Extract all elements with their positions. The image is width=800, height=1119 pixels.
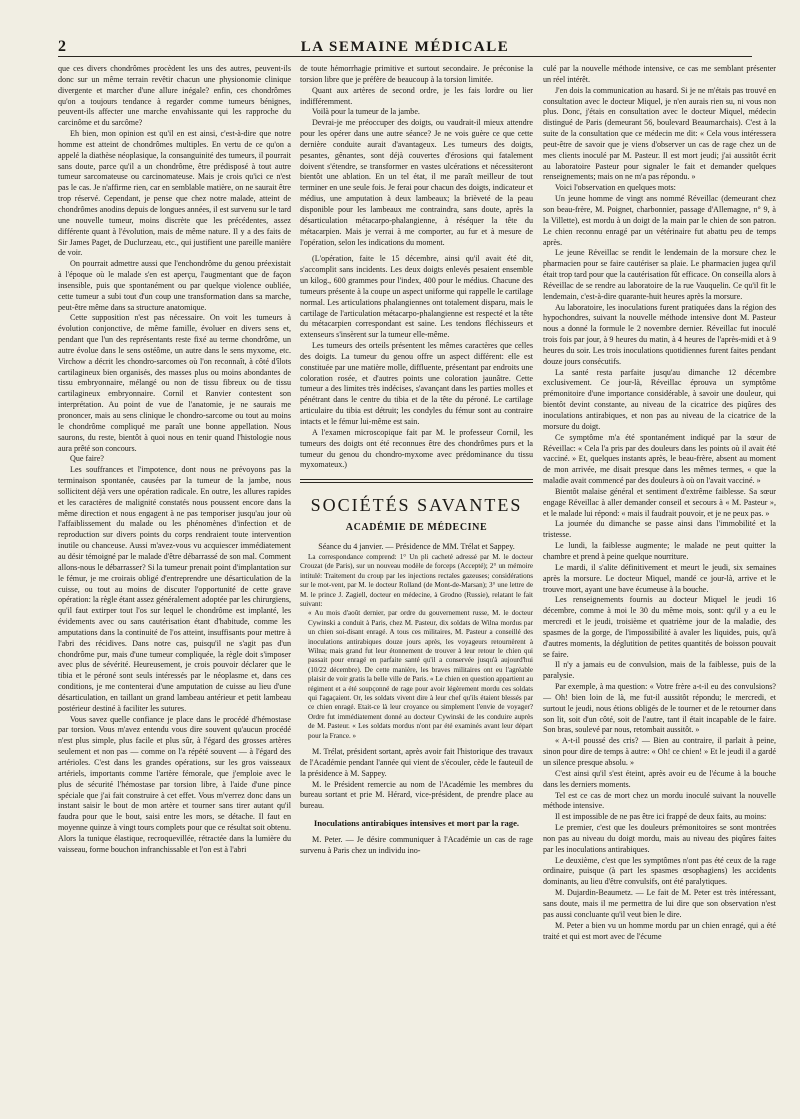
- paragraph: Le lundi, la faiblesse augmente; le malade ne peut quitter la chambre et prend à peine quelque nourriture.: [543, 541, 776, 561]
- paragraph: Quant aux artères de second ordre, je les fais lordre ou lier indifféremment.: [300, 85, 533, 106]
- paragraph: A l'examen microscopique fait par M. le professeur Cornil, les tumeurs des doigts ont été reconnues être des chondrômes purs et la tumeur du genou du chondro-myxome avec prédominance du tissu myxomateux.): [300, 427, 533, 470]
- paragraph: Voilà pour la tumeur de la jambe.: [312, 107, 420, 117]
- paragraph: Le mardi, il s'alite définitivement et meurt le jeudi, six semaines après la morsure. Le docteur Miquel, mandé ce jour-là, arrive et le trouve mort, ayant une bave écumeuse à la bouche.: [543, 562, 776, 594]
- paragraph: Les tumeurs des orteils présentent les mêmes caractères que celles des doigts. La tumeur du genou offre un aspect différent: elle est constituée par une matière molle, diffluente, présentant par endroits une coloration rosée, et d'autres points une coloration jaunâtre. Cette tumeur a des limites très indécises, s'avançant dans les parties molles et pénétrant dans le centre du tibia et de la tête du péroné. Le cartilage articulaire du tibia est détruit; les condyles du fémur sont au contraire intacts et le fémur lui-même est sain.: [300, 341, 533, 426]
- paragraph: Eh bien, mon opinion est qu'il en est ainsi, c'est-à-dire que notre homme est atteint de chondrômes multiples. En vertu de ce qu'on a appelé la diathèse néoplasique, la consanguinité des tumeurs, il pourrait sans doute, parce qu'il a un chondrôme, être prédisposé à tout autre tumeur sarcomateuse ou carcinomateuse. Mais je crois qu'ici ce n'est pas le cas. Je n'affirme rien, car en semblable matière, on ne saurait être trop réservé. Cependant, je pense que chez notre malade, atteint de chondrômes anodins depuis de longues années, il est survenu sur le tard une nouvelle tumeur, moins discrète que les précédentes, assez différente quant à l'évolution, mais de même nature. Il y a des faits de Sir James Paget, de Duclurzeau, etc., qui justifient une pareille manière de voir.: [58, 129, 291, 258]
- subsection-heading: Inoculations antirabiques intensives et mort par la rage.: [313, 818, 520, 829]
- paragraph: Ce symptôme m'a été spontanément indiqué par la sœur de Réveillac: « Cela l'a pris par des douleurs dans les points où il avait été vacciné. » Et, quelques instants après, le beau-frère, absent au moment de mon arrivée, me disait presque dans les mêmes termes, « que la maladie avait commencé par des douleurs à où on l'avait vacciné. »: [543, 432, 776, 486]
- section-rule: [300, 479, 533, 480]
- paragraph: M. Peter. — Je désire communiquer à l'Académie un cas de rage survenu à Paris chez un individu ino-: [300, 835, 533, 855]
- paragraph: Il n'y a jamais eu de convulsion, mais de la faiblesse, puis de la paralysie.: [543, 660, 776, 681]
- paragraph: « A-t-il poussé des cris? — Bien au contraire, il parlait à peine, sinon pour dire de temps à autre: « Oh! ce chien! » Et le jeudi il a gardé un silence presque absolu. »: [543, 736, 776, 767]
- paragraph: Les renseignements fournis au docteur Miquel le jeudi 16 décembre, comme à moi le 30 du même mois, sont: qu'il y a eu le mercredi et le jeudi, troisième et quatrième jour de la maladie, des spasmes de la gorge, de l'impossibilité à avaler les liquides, puis, qu'à d'autres moments, la déglutition de petites quantités de boisson pouvait se faire.: [543, 595, 776, 659]
- paragraph: M. Trélat, président sortant, après avoir fait l'historique des travaux de l'Académie pendant l'année qui vient de s'écouler, cède le fauteuil de la présidence à M. Sappey.: [300, 747, 533, 778]
- paragraph: Par exemple, à ma question: « Votre frère a-t-il eu des convulsions? — Oh! bien loin de là, me fut-il aussitôt répondu; le mercredi, et surtout le jeudi, nous étions obligés de le tourner et de le retourner dans son lit, soit d'un côté, soit de l'autre, tant il était incapable de le faire. Son bras, soulevé par nous, retombait aussitôt. »: [543, 682, 776, 735]
- session-line: Séance du 4 janvier. — Présidence de MM. Trélat et Sappey.: [318, 542, 515, 552]
- paragraph: M. le Président remercie au nom de l'Académie les membres du bureau sortant et prie M. Hérard, vice-président, de prendre place au bureau.: [300, 779, 533, 811]
- paragraph: La correspondance comprend: 1° Un pli cacheté adressé par M. le docteur Crouzat (de Paris), sur un nouveau modèle de forceps (Accepté); 2° un mémoire intitulé: Traitement du croup par les injections rectales gazeuses; considérations sur le mot-vent, par M. le docteur Rolland (de Mont-de-Marsan); 3° une lettre de M. le prince J. Zagiell, docteur en médecine, à Grodno (Russie), relatant le fait suivant:: [300, 552, 533, 608]
- column-2: [300, 64, 533, 1112]
- paragraph: J'en dois la communication au hasard. Si je ne m'étais pas trouvé en consultation avec le docteur Miquel, je n'en aurais rien su, ni vous non plus. Donc, j'étais en consultation avec le docteur Miquel, médecin distingué de Paris (demeurant 56, boulevard Beaumarchais). C'est à la suite de la consultation que ce médecin me dit: « Cela vous intéressera peut-être de savoir que je viens d'observer un cas de rage chez un de mes clients inoculé par M. Pasteur. Il est mort jeudi; j'ai aussitôt écrit au laboratoire Pasteur pour signaler le fait et demander quelques renseignements; mais on ne m'a pas répondu. »: [543, 85, 776, 182]
- paragraph: Voici l'observation en quelques mots:: [555, 183, 676, 193]
- paragraph: La journée du dimanche se passe ainsi dans l'immobilité et la tristesse.: [543, 519, 776, 540]
- paragraph: Les souffrances et l'impotence, dont nous ne prévoyons pas la terminaison spontanée, causées par la tumeur de la jambe, nous sollicitent déjà vers une opération radicale. En outre, les allures rapides et les caractères de malignité constatés nous poussent encore dans la même direction et nous engagent à ne pas temporiser jusqu'au jour où l'affaiblissement du malade ou les phénomènes d'infection et de reproduction sur divers points du corps rendraient toute intervention inutile ou chanceuse. Aussi m'avez-vous vu acquiescer immédiatement au désir témoigné par le malade d'être débarrassé de son mal. Comment allons-nous le débarrasser? Si la tumeur prenait point d'implantation sur le fémur, je me croirais obligé d'entreprendre une désarticulation de la cuisse, ou tout au moins de discuter l'opportunité de cette grave opération: la règle étant assez généralement adoptée par les chirurgiens, qu'il faut extirper tout l'os sur lequel le chondrôme est implanté, les évidements avec ou sans cautérisation étant d'habitude, comme les amputations dans la continuité de l'os atteint, insuffisants pour mettre à l'abri des récidives. Dans notre cas, puisqu'il ne s'agit pas d'un chondrôme pur, mais d'une tumeur compliquée, la règle doit s'imposer avec plus de sévérité. Heureusement, je crois pouvoir déclarer que le tibia et le péroné sont seuls intéressés par le néoplasme et, dans ces conditions, je me contenterai d'une amputation de cuisse au lieu d'une désarticulation, en taillant un grand lambeau antérieur et petit lambeau postérieur destiné à faciliter les sutures.: [58, 465, 291, 713]
- paragraph: La santé resta parfaite jusqu'au dimanche 12 décembre exclusivement. Ce jour-là, Réveillac éprouva un symptôme prémonitoire d'une importance considérable, à savoir une douleur, qui bientôt devint constante, au niveau de la cicatrice des piqûres des inoculations antirabiques, et non pas au niveau de la cicatrice de la morsure du doigt.: [543, 367, 776, 431]
- paragraph: Il est impossible de ne pas être ici frappé de deux faits, au moins:: [555, 812, 767, 822]
- paragraph: culé par la nouvelle méthode intensive, ce cas me semblant présenter un réel intérêt.: [543, 64, 776, 84]
- paragraph: M. Peter a bien vu un homme mordu par un chien enragé, qui a été traité et qui est mort avec de l'écume: [543, 920, 776, 941]
- paragraph: On pourrait admettre aussi que l'enchondrôme du genou préexistait à l'époque où le malade s'en est aperçu, l'augmentant que de façon insensible, puis que spontanément ou par quelque violence oubliée, cette tumeur a subi tout d'un coup une transformation dans sa marche, peut-être même dans sa structure anatomique.: [58, 259, 291, 312]
- section-title: SOCIÉTÉS SAVANTES: [310, 495, 523, 516]
- page-header: [58, 36, 752, 57]
- paragraph: Cette supposition n'est pas nécessaire. On voit les tumeurs à évolution conjonctive, de même famille, évoluer en divers sens et, pendant que l'un des représentants reste fixé au terme chondrôme, un autre évolue dans le sens ostéôme, un autre dans le sens myxome, etc. Virchow a décrit les chondro-sarcomes où l'on reconnaît, à côté d'îlots cartilagineux bien organisés, des masses plus ou moins abondantes de tissu embryonnaire, mélangé ou non de tissu fibreux ou de tissu cartilagineux embryonnaire. Cornil et Ranvier contestent son interprétation. Au point de vue de l'anatomie, je ne saurais me prononcer, mais au sens clinique le chondro-sarcome ou tout au moins le chondrôme compliqué me paraît une bonne appellation. Nous saurons, du reste, bientôt à quoi nous en tenir quand l'histologie nous aura prêté son concours.: [58, 313, 291, 453]
- paragraph: Vous savez quelle confiance je place dans le procédé d'hémostase par torsion. Vous m'avez entendu vous dire souvent qu'aucun procédé n'est plus simple, plus facile et plus sûr, à l'égard des grosses artères seulement et non pas — comme on l'a répété souvent — à l'égard des artérioles. C'est dans les grandes opérations, sur les gros vaisseaux artériels, importants comme l'artère fémorale, que j'emploie avec le plus de sécurité l'hémostase par torsion libre, à l'aide d'une pince spéciale que j'ai fait construire à cet effet. Vous m'verrez donc dans un instant saisir le bout de mon artère et tourner sans tirer autant qu'il faudra pour que le bout, saisi entre les mors, se détache. Il faut en moyenne quinze à vingt tours complets pour que ce résultat soit obtenu. Alors la tunique élastique, recroquevillée, rétractée dans la lumière du vaisseau, forme bouchon infranchissable et l'on est à l'abri: [58, 714, 291, 854]
- paragraph: que ces divers chondrômes procèdent les uns des autres, peuvent-ils donc sur un même terrain revêtir chacun une physionomie clinique divergente et marcher d'une allure inégale? enfin, ces chondrômes qu'on a toujours tendance à regarder comme tumeurs bénignes, peuvent-ils affecter une marche envahissante qui les rapproche du carcinôme et du sarcôme?: [58, 64, 291, 128]
- quoted-letter: « Au mois d'août dernier, par ordre du gouvernement russe, M. le docteur Cywinski a conduit à Paris, chez M. Pasteur, dix soldats de Wilna mordus par un chien soi-disant enragé. A tous ces militaires, M. Pasteur a conseillé des inoculations antirabiques douze jours après, les voyageurs retournèrent à Wilna; mais grand fut leur étonnement de trouver à leur retour le chien qui passait pour enragé en parfaite santé qu'il a conservée jusqu'à aujourd'hui (10/22 décembre). De cette manière, les braves militaires ont eu l'agréable plaisir de voir gratis la belle ville de Paris. « Le chien en question appartient au régiment et a été soupçonné de rage pour avoir légèrement mordu ces soldats qui l'agaçaient. Or, les soldats vivent dire à leur chef qu'ils étaient blessés par ce chien enragé. Etait-ce là leur croyance ou simplement l'envie de voyager? Ordre fut immédiatement donné au docteur Cywinski de les conduire auprès de M. Pasteur. « Les soldats mordus n'ont par été examinés avant leur départ pour la France. »: [308, 609, 533, 740]
- paragraph: Le deuxième, c'est que les symptômes n'ont pas été ceux de la rage ordinaire, puisque (à part les spasmes œsophagiens) les accidents dominants, au lieu d'être convulsifs, ont été paralytiques.: [543, 855, 776, 887]
- paragraph: Bientôt malaise général et sentiment d'extrême faiblesse. Sa sœur engage Réveillac à aller demander conseil et secours à « M. Pasteur », et le malade lui répond: « mais il faudrait pouvoir, et je ne peux pas. »: [543, 486, 776, 518]
- paragraph: Au laboratoire, les inoculations furent pratiquées dans la région des hypochondres, suivant la nouvelle méthode intensive dont M. Pasteur nous a donné la formule le 2 novembre dernier. Réveillac fut inoculé trois fois par jour, à 9 heures du matin, à 4 heures de l'après-midi et à 9 heures du soir. Les trois inoculations quotidiennes furent faites pendant douze jours consécutifs.: [543, 302, 776, 366]
- correspondence-block: [300, 553, 533, 741]
- journal-title: LA SEMAINE MÉDICALE: [300, 39, 510, 55]
- paragraph: Le jeune Réveillac se rendit le lendemain de la morsure chez le pharmacien pour se faire cautériser sa plaie. Le pharmacien jugea qu'il était trop tard pour que la cautérisation fût efficace. On conseilla alors à Réveillac de se rendre au laboratoire de la rue Vauquelin. Ce qu'il fit le lendemain, c'est-à-dire quarante-huit heures après la morsure.: [543, 248, 776, 301]
- column-1: [58, 64, 291, 1112]
- paragraph: (L'opération, faite le 15 décembre, ainsi qu'il avait été dit, s'accomplit sans incidents. Les deux doigts enlevés pesaient ensemble un kilog., 600 grammes pour l'index, 400 pour le médius. Chacune des tumeurs présente à la coupe un aspect uniforme qui rappelle le cartilage normal. Les articulations phalangiennes ont totalement disparu, mais le cartilage de l'articulation métacarpo-phalangienne est respecté et la tête du métacarpien correspondant est saine. Les tendons fléchisseurs et extenseurs s'insèrent sur la tumeur elle-même.: [300, 254, 533, 340]
- paragraph: Tel est ce cas de mort chez un mordu inoculé suivant la nouvelle méthode intensive.: [543, 790, 776, 811]
- paragraph: Un jeune homme de vingt ans nommé Réveillac (demeurant chez son beau-frère, M. Poignet, charbonnier, passage d'Allemagne, n° 9, à la Villette), est mordu à un doigt de la main par le chien de son patron. Le chien reconnu enragé par un vétérinaire fut abattu peu de temps après.: [543, 194, 776, 247]
- page-number: 2: [58, 38, 66, 55]
- academy-heading: ACADÉMIE DE MÉDECINE: [345, 522, 488, 534]
- paragraph: Devrai-je me préoccuper des doigts, ou vaudrait-il mieux attendre pour les opérer dans une autre séance? Je ne vois guère ce que cette dernière conduite aurait d'avantageux. Les tumeurs des doigts, pesantes, gênantes, sont déjà couvertes d'érosions qui fatalement doivent s'étendre, se transformer en vastes ulcérations et nécessiteront bientôt une ablation. En un tel état, il me paraît meilleur de tout terminer en une seule fois. Je ferai pour chacun des doigts, indicateur et médius, une amputation à deux lambeaux; la brièveté de la peau disponible pour les lambeaux me contraindra, sans doute, après la désarticulation métacarpo-phalangienne, à réséquer la tête du métacarpien. Mais je verrai à me comporter, au fur et à mesure de l'opération, selon les indications du moment.: [300, 118, 533, 247]
- section-rule: [300, 482, 533, 483]
- column-3: [543, 64, 776, 1112]
- paragraph: C'est ainsi qu'il s'est éteint, après avoir eu de l'écume à la bouche dans les derniers moments.: [543, 768, 776, 789]
- paragraph: M. Dujardin-Beaumetz. — Le fait de M. Peter est très intéressant, sans doute, mais il me permettra de lui dire que son observation n'est pas aussi concluante qu'il veut bien le dire.: [543, 888, 776, 919]
- paragraph: Que faire?: [70, 454, 104, 464]
- paragraph: de toute hémorrhagie primitive et surtout secondaire. Je préconise la torsion libre que je préfère de beaucoup à la torsion limitée.: [300, 64, 533, 84]
- paragraph: Le premier, c'est que les douleurs prémonitoires se sont montrées non pas au niveau du doigt mordu, mais au niveau des piqûres faites par les inoculations antirabiques.: [543, 823, 776, 854]
